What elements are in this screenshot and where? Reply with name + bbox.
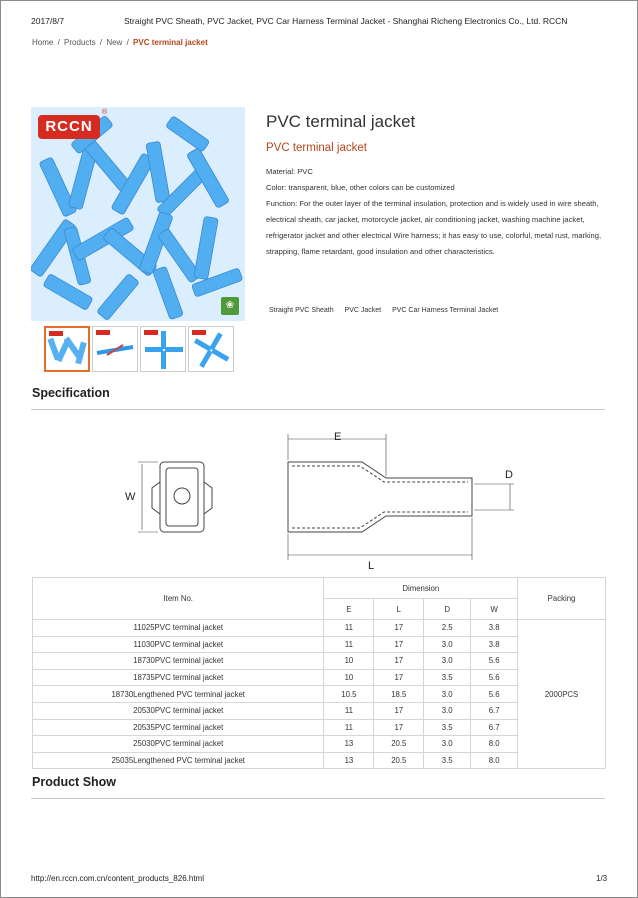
packing-header: Packing xyxy=(518,578,606,620)
cell-item: 11030PVC terminal jacket xyxy=(33,636,324,653)
dimension-header: Dimension xyxy=(324,578,518,599)
thumbnail-1[interactable] xyxy=(44,326,90,372)
cell-w: 8.0 xyxy=(471,736,518,753)
cell-l: 20.5 xyxy=(374,752,424,769)
thumbnail-logo xyxy=(96,330,110,335)
cell-d: 3.5 xyxy=(424,669,471,686)
product-show-heading: Product Show xyxy=(32,775,117,789)
dimension-label-w: W xyxy=(125,491,136,503)
cell-packing: 2000PCS xyxy=(518,620,606,769)
cell-w: 3.8 xyxy=(471,636,518,653)
cell-item: 18730PVC terminal jacket xyxy=(33,653,324,670)
cell-e: 11 xyxy=(324,719,374,736)
rccn-logo: RCCN xyxy=(38,115,100,139)
cell-w: 6.7 xyxy=(471,702,518,719)
sub-header-l: L xyxy=(374,599,424,620)
item-no-header: Item No. xyxy=(33,578,324,620)
thumbnail-logo xyxy=(192,330,206,335)
cell-w: 5.6 xyxy=(471,653,518,670)
breadcrumb-sep: / xyxy=(57,38,60,47)
cell-item: 25035Lengthened PVC terminal jacket xyxy=(33,752,324,769)
print-date: 2017/8/7 xyxy=(31,16,65,26)
cell-e: 13 xyxy=(324,752,374,769)
product-tags xyxy=(269,307,507,314)
dimension-label-e: E xyxy=(334,431,342,443)
dimension-diagram xyxy=(120,428,530,573)
thumbnail-logo xyxy=(144,330,158,335)
cell-w: 8.0 xyxy=(471,752,518,769)
sleeves-illustration xyxy=(31,107,245,321)
cell-e: 11 xyxy=(324,702,374,719)
breadcrumb-home[interactable]: Home xyxy=(32,38,54,47)
product-function: Function: For the outer layer of the terminal insulation, protection and is widely used in wire sheath, electrical sheath, car jacket, motorcycle jacket, air conditioning jacket, washing machine jacket, refrigerator jacket and other electrical Wire harness; it has easy to use, colorful, metal rust, marking, strapping, flame retardant, good insulation and other characteristics. xyxy=(266,199,602,256)
spec-table xyxy=(32,577,606,769)
cell-item: 20535PVC terminal jacket xyxy=(33,719,324,736)
cell-item: 20530PVC terminal jacket xyxy=(33,702,324,719)
cell-w: 3.8 xyxy=(471,620,518,637)
product-title: PVC terminal jacket xyxy=(266,112,416,131)
cell-l: 17 xyxy=(374,620,424,637)
cell-d: 3.5 xyxy=(424,752,471,769)
dimension-label-l: L xyxy=(368,560,375,572)
specification-heading: Specification xyxy=(32,386,110,400)
cell-l: 20.5 xyxy=(374,736,424,753)
tag-link[interactable]: PVC Jacket xyxy=(344,307,382,314)
product-subtitle: PVC terminal jacket xyxy=(266,142,367,154)
cell-d: 3.0 xyxy=(424,702,471,719)
cell-w: 5.6 xyxy=(471,686,518,703)
breadcrumb-current: PVC terminal jacket xyxy=(133,38,208,47)
sub-header-d: D xyxy=(424,599,471,620)
registered-mark: ® xyxy=(102,109,108,116)
section-divider xyxy=(31,409,605,410)
cell-l: 18.5 xyxy=(374,686,424,703)
cell-d: 3.0 xyxy=(424,736,471,753)
thumbnail-3[interactable] xyxy=(140,326,186,372)
cell-item: 18730Lengthened PVC terminal jacket xyxy=(33,686,324,703)
tag-link[interactable]: Straight PVC Sheath xyxy=(269,307,334,314)
print-footer-url: http://en.rccn.com.cn/content_products_826.html xyxy=(31,874,204,883)
thumbnail-4[interactable] xyxy=(188,326,234,372)
cell-l: 17 xyxy=(374,669,424,686)
dimension-label-d: D xyxy=(505,469,513,481)
tag-link[interactable]: PVC Car Harness Terminal Jacket xyxy=(392,307,499,314)
leaf-icon: ❀ xyxy=(221,297,239,315)
breadcrumb xyxy=(32,38,210,47)
product-material: Material: PVC xyxy=(266,167,313,176)
cell-e: 10 xyxy=(324,653,374,670)
thumbnail-logo xyxy=(49,331,63,336)
cell-l: 17 xyxy=(374,653,424,670)
cell-item: 11025PVC terminal jacket xyxy=(33,620,324,637)
cell-d: 2.5 xyxy=(424,620,471,637)
cell-l: 17 xyxy=(374,636,424,653)
cell-e: 11 xyxy=(324,636,374,653)
print-page-number: 1/3 xyxy=(596,874,608,883)
product-main-image[interactable] xyxy=(31,107,245,321)
cell-d: 3.0 xyxy=(424,653,471,670)
product-description xyxy=(266,164,606,260)
cell-item: 25030PVC terminal jacket xyxy=(33,736,324,753)
cell-w: 5.6 xyxy=(471,669,518,686)
cell-e: 11 xyxy=(324,620,374,637)
print-page-title: Straight PVC Sheath, PVC Jacket, PVC Car Harness Terminal Jacket - Shanghai Richeng Electronics Co., Ltd. RCCN xyxy=(124,16,568,26)
sub-header-w: W xyxy=(471,599,518,620)
cell-d: 3.5 xyxy=(424,719,471,736)
table-header-row xyxy=(33,578,606,599)
breadcrumb-new[interactable]: New xyxy=(106,38,123,47)
cell-e: 13 xyxy=(324,736,374,753)
section-divider xyxy=(31,798,605,799)
table-row xyxy=(33,620,606,637)
cell-e: 10.5 xyxy=(324,686,374,703)
thumbnail-2[interactable] xyxy=(92,326,138,372)
cell-d: 3.0 xyxy=(424,686,471,703)
product-color: Color: transparent, blue, other colors can be customized xyxy=(266,183,455,192)
cell-l: 17 xyxy=(374,702,424,719)
cell-item: 18735PVC terminal jacket xyxy=(33,669,324,686)
breadcrumb-products[interactable]: Products xyxy=(64,38,96,47)
breadcrumb-sep: / xyxy=(126,38,129,47)
sub-header-e: E xyxy=(324,599,374,620)
breadcrumb-sep: / xyxy=(99,38,103,47)
cell-l: 17 xyxy=(374,719,424,736)
cell-e: 10 xyxy=(324,669,374,686)
cell-w: 6.7 xyxy=(471,719,518,736)
cell-d: 3.0 xyxy=(424,636,471,653)
